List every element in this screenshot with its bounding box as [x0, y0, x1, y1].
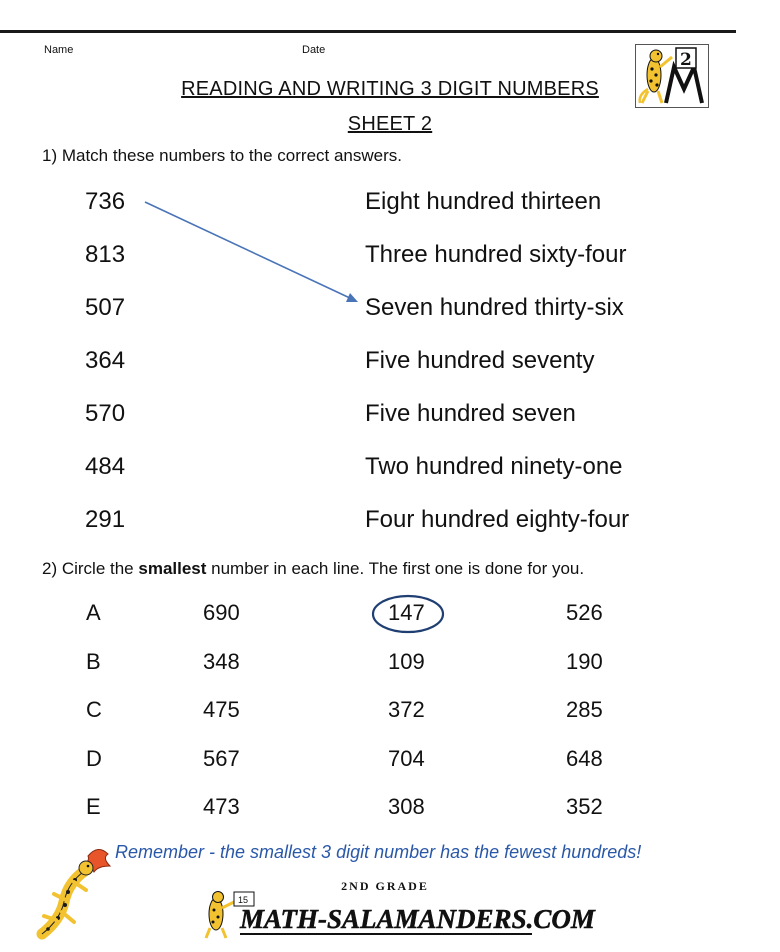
q1-answer: Five hundred seven [365, 400, 576, 427]
q2-value: 109 [388, 649, 425, 674]
svg-text:15: 15 [238, 895, 249, 905]
q1-number: 507 [85, 294, 126, 321]
q2-value: 704 [388, 746, 425, 771]
q1-number: 484 [85, 453, 126, 480]
q1-instruction: 1) Match these numbers to the correct answers. [42, 146, 402, 165]
q1-answer: Three hundred sixty-four [365, 241, 627, 268]
date-label: Date [302, 44, 326, 56]
worksheet-subtitle: SHEET 2 [347, 113, 433, 135]
q2-value: 352 [566, 794, 603, 819]
example-answer-circle [370, 594, 450, 636]
remember-note: Remember - the smallest 3 digit number has the fewest hundreds! [115, 842, 642, 862]
svg-text:2ND GRADE: 2ND GRADE [341, 879, 429, 893]
name-label: Name [44, 44, 74, 56]
q2-row-label: D [86, 746, 102, 771]
fire-salamander-icon [28, 842, 118, 942]
q1-number: 570 [85, 400, 126, 427]
q1-number: 364 [85, 347, 126, 374]
q1-number: 813 [85, 241, 126, 268]
q1-number: 736 [85, 188, 126, 215]
q2-value-circled: 147 [388, 600, 425, 625]
q1-answer: Seven hundred thirty-six [365, 294, 624, 321]
worksheet-title: READING AND WRITING 3 DIGIT NUMBERS [181, 78, 599, 100]
q1-number: 291 [85, 506, 126, 533]
q1-answer: Five hundred seventy [365, 347, 595, 374]
q2-row-label: B [86, 649, 101, 674]
q2-value: 648 [566, 746, 603, 771]
svg-text:2: 2 [680, 50, 692, 70]
q1-answer: Two hundred ninety-one [365, 453, 623, 480]
q1-answer: Eight hundred thirteen [365, 188, 602, 215]
q2-value: 690 [203, 600, 240, 625]
q2-value: 567 [203, 746, 240, 771]
q2-row-label: A [86, 600, 101, 625]
q2-value: 473 [203, 794, 240, 819]
q2-row-label: E [86, 794, 101, 819]
q2-value: 308 [388, 794, 425, 819]
q1-answer: Four hundred eighty-four [365, 506, 630, 533]
svg-text:MATH-SALAMANDERS.COM: MATH-SALAMANDERS.COM [240, 904, 595, 934]
q2-value: 190 [566, 649, 603, 674]
q2-instruction: 2) Circle the smallest number in each line. The first one is done for you. [42, 559, 585, 578]
math-salamanders-logo [180, 872, 595, 942]
footer-salamander-icon [206, 892, 234, 939]
q2-value: 285 [566, 697, 603, 722]
q2-value: 475 [203, 697, 240, 722]
q2-value: 372 [388, 697, 425, 722]
q2-value: 526 [566, 600, 603, 625]
q2-value: 348 [203, 649, 240, 674]
q2-row-label: C [86, 697, 102, 722]
